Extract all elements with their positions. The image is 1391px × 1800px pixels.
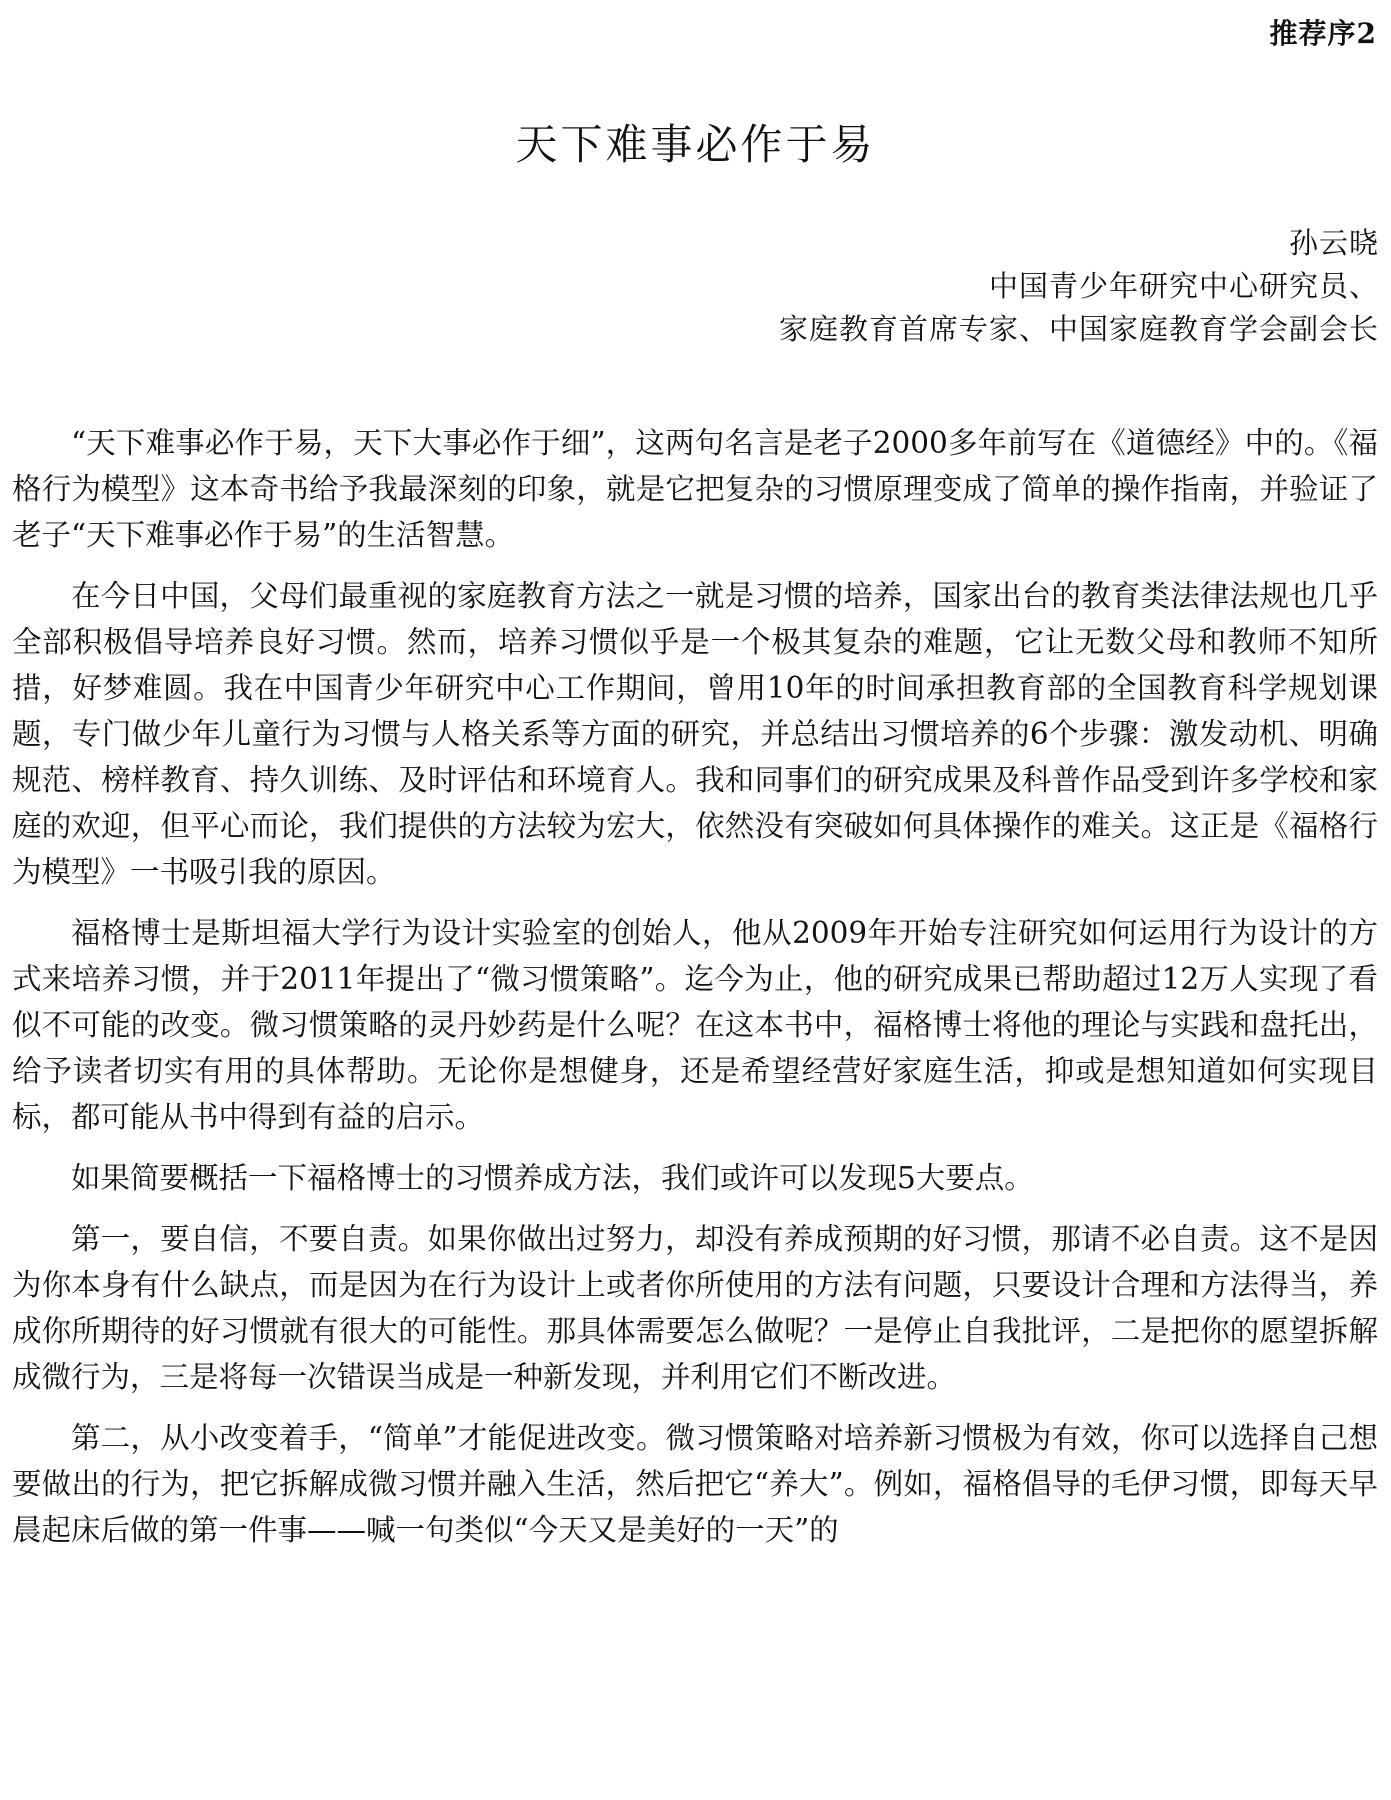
author-byline bbox=[779, 222, 1379, 351]
author-title-line-2: 家庭教育首席专家、中国家庭教育学会副会长 bbox=[778, 312, 1379, 346]
body-text bbox=[12, 420, 1378, 1568]
paragraph: 在今日中国，父母们最重视的家庭教育方法之一就是习惯的培养，国家出台的教育类法律法规也几乎全部积极倡导培养良好习惯。然而，培养习惯似乎是一个极其复杂的难题，它让无数父母和教师不知所措，好梦难圆。我在中国青少年研究中心工作期间，曾用10年的时间承担教育部的全国教育科学规划课题，专门做少年儿童行为习惯与人格关系等方面的研究，并总结出习惯培养的6个步骤：激发动机、明确规范、榜样教育、持久训练、及时评估和环境育人。我和同事们的研究成果及科普作品受到许多学校和家庭的欢迎，但平心而论，我们提供的方法较为宏大，依然没有突破如何具体操作的难关。这正是《福格行为模型》一书吸引我的原因。 bbox=[12, 579, 1378, 889]
author-name: 孙云晓 bbox=[1288, 226, 1379, 260]
paragraph: 第一，要自信，不要自责。如果你做出过努力，却没有养成预期的好习惯，那请不必自责。这不是因为你本身有什么缺点，而是因为在行为设计上或者你所使用的方法有问题，只要设计合理和方法得当，养成你所期待的好习惯就有很大的可能性。那具体需要怎么做呢？一是停止自我批评，二是把你的愿望拆解成微行为，三是将每一次错误当成是一种新发现，并利用它们不断改进。 bbox=[12, 1222, 1378, 1394]
section-label: 推荐序2 bbox=[1269, 17, 1377, 50]
paragraph: 福格博士是斯坦福大学行为设计实验室的创始人，他从2009年开始专注研究如何运用行为设计的方式来培养习惯，并于2011年提出了“微习惯策略”。迄今为止，他的研究成果已帮助超过12万人实现了看似不可能的改变。微习惯策略的灵丹妙药是什么呢？在这本书中，福格博士将他的理论与实践和盘托出，给予读者切实有用的具体帮助。无论你是想健身，还是希望经营好家庭生活，抑或是想知道如何实现目标，都可能从书中得到有益的启示。 bbox=[12, 916, 1378, 1134]
author-title-line-1: 中国青少年研究中心研究员、 bbox=[988, 269, 1379, 303]
paragraph: “天下难事必作于易，天下大事必作于细”，这两句名言是老子2000多年前写在《道德经》中的。《福格行为模型》这本奇书给予我最深刻的印象，就是它把复杂的习惯原理变成了简单的操作指南，并验证了老子“天下难事必作于易”的生活智慧。 bbox=[12, 426, 1378, 552]
paragraph: 如果简要概括一下福格博士的习惯养成方法，我们或许可以发现5大要点。 bbox=[71, 1161, 1034, 1195]
page-title: 天下难事必作于易 bbox=[515, 120, 876, 169]
paragraph: 第二，从小改变着手，“简单”才能促进改变。微习惯策略对培养新习惯极为有效，你可以选择自己想要做出的行为，把它拆解成微习惯并融入生活，然后把它“养大”。例如，福格倡导的毛伊习惯，即每天早晨起床后做的第一件事——喊一句类似“今天又是美好的一天”的 bbox=[12, 1421, 1378, 1547]
